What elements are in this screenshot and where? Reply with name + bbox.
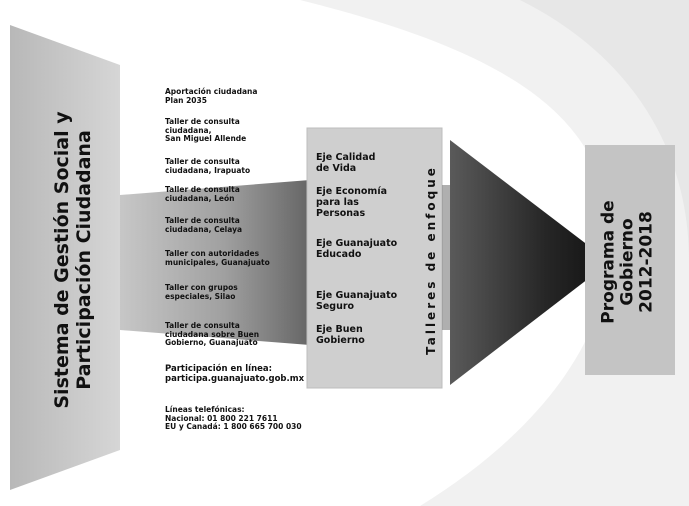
- eje-item: Eje Buen Gobierno: [316, 324, 365, 346]
- eje-item: Eje Guanajuato Educado: [316, 238, 398, 260]
- source-item: Taller de consulta ciudadana, San Miguel Allende: [165, 117, 247, 143]
- source-item: Participación en línea: participa.guanajuato.gob.mx: [165, 364, 305, 384]
- source-item: Aportación ciudadana Plan 2035: [165, 87, 258, 105]
- source-item: Taller de consulta ciudadana, Irapuato: [165, 157, 251, 175]
- eje-item: Eje Economía para las Personas: [316, 186, 387, 219]
- source-item: Taller de consulta ciudadana, Celaya: [165, 216, 243, 234]
- left-panel-title: Sistema de Gestión Social y Participación Ciudadana: [51, 111, 95, 409]
- left-panel-label-wrap: [18, 40, 128, 480]
- source-item: Líneas telefónicas: Nacional: 01 800 221 7611 EU y Canadá: 1 800 665 700 030: [165, 405, 302, 431]
- source-item: Taller con grupos especiales, Silao: [165, 283, 238, 301]
- eje-item: Eje Calidad de Vida: [316, 152, 376, 174]
- programa-label: Programa de Gobierno 2012-2018: [598, 200, 657, 324]
- talleres-label: Talleres de enfoque: [424, 165, 438, 355]
- source-item: Taller de consulta ciudadana sobre Buen Gobierno, Guanajuato: [165, 321, 260, 347]
- eje-item: Eje Guanajuato Seguro: [316, 290, 398, 312]
- source-item: Taller con autoridades municipales, Guanajuato: [165, 249, 270, 267]
- source-item: Taller de consulta ciudadana, León: [165, 185, 240, 203]
